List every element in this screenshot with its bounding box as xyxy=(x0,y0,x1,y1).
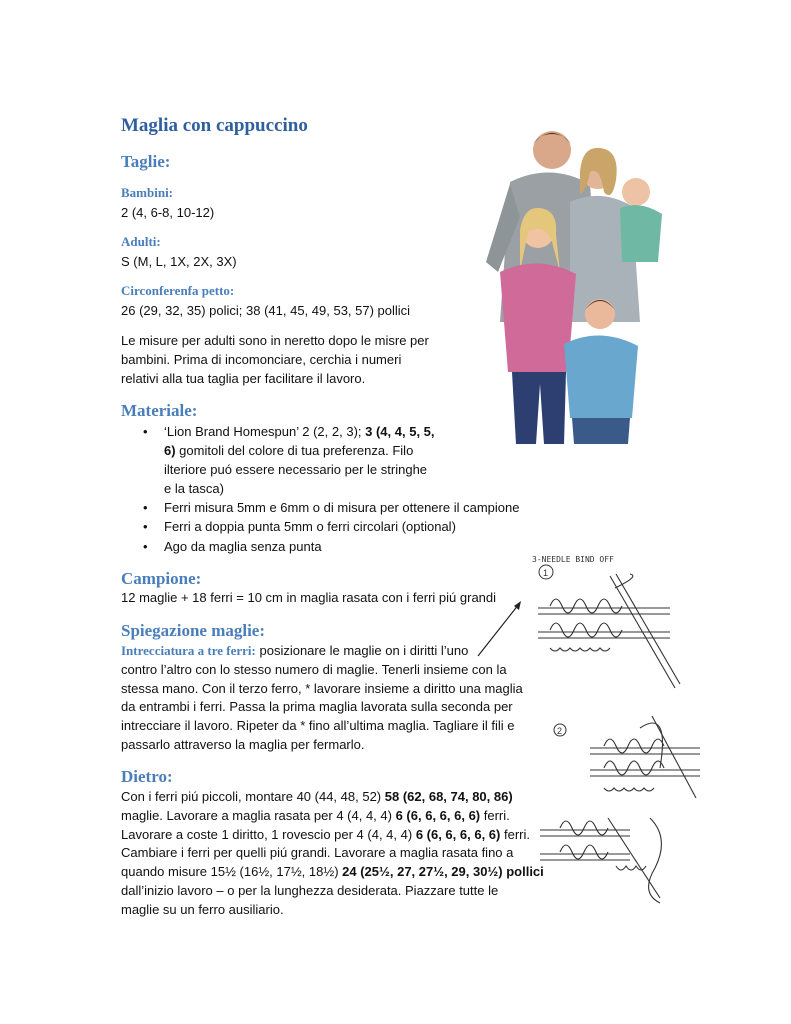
dietro-line: quando misure 15½ (16½, 17½, 18½) 24 (25½, 27, 27½, 29, 30½) pollici xyxy=(121,864,544,879)
label-adulti: Adulti: xyxy=(121,234,161,249)
dietro-line: Cambiare i ferri per quelli piú grandi. Lavorare a maglia rasata fino a xyxy=(121,845,514,860)
family-photo xyxy=(440,122,672,444)
spiegazione-line: intrecciare il lavoro. Ripeter da * fino all’ultima maglia. Tagliare il fili e xyxy=(121,718,515,733)
intrecciatura-label: Intrecciatura a tre ferri: xyxy=(121,643,256,658)
value-bambini: 2 (4, 6-8, 10-12) xyxy=(121,205,215,220)
materiale-item-1-cont: ilteriore puó essere necessario per le stringhe xyxy=(164,462,428,477)
size-note-line: bambini. Prima di incomonciare, cerchia i numeri xyxy=(121,352,402,367)
value-circonferenza: 26 (29, 32, 35) polici; 38 (41, 45, 49, 53, 57) pollici xyxy=(121,303,411,318)
size-note-line: Le misure per adulti sono in neretto dopo le misre per xyxy=(121,333,429,348)
spiegazione-line: stessa mano. Con il terzo ferro, * lavorare insieme a diritto una maglia xyxy=(121,681,523,696)
bullet-icon: • xyxy=(143,500,148,515)
campione-text: 12 maglie + 18 ferri = 10 cm in maglia rasata con i ferri piú grandi xyxy=(121,590,497,605)
pointer-arrow xyxy=(475,598,525,660)
dietro-line: Con i ferri piú piccoli, montare 40 (44, 48, 52) 58 (62, 68, 74, 80, 86) xyxy=(121,789,513,804)
materiale-item-3: Ferri a doppia punta 5mm o ferri circolari (optional) xyxy=(164,519,456,534)
bind-off-diagram xyxy=(520,548,720,908)
materiale-item-1-cont: e la tasca) xyxy=(164,481,224,496)
label-bambini: Bambini: xyxy=(121,185,174,200)
value-adulti: S (M, L, 1X, 2X, 3X) xyxy=(121,254,237,269)
spiegazione-line: Intrecciatura a tre ferri: posizionare le maglie on i diritti l’uno xyxy=(121,643,469,658)
bullet-icon: • xyxy=(143,424,148,439)
dietro-line: dall’inizio lavoro – o per la lunghezza desiderata. Piazzare tutte le xyxy=(121,883,499,898)
section-heading-materiale: Materiale: xyxy=(121,401,198,420)
dietro-line: maglie. Lavorare a maglia rasata per 4 (4, 4, 4) 6 (6, 6, 6, 6, 6) ferri. xyxy=(121,808,510,823)
materiale-item-1-cont: 6) gomitoli del colore di tua preferenza. Filo xyxy=(164,443,414,458)
dietro-line: maglie su un ferro ausiliario. xyxy=(121,902,284,917)
dietro-line: Lavorare a coste 1 diritto, 1 rovescio per 4 (4, 4, 4) 6 (6, 6, 6, 6, 6) ferri. xyxy=(121,827,530,842)
spiegazione-line: contro l’altro con lo stesso numero di maglie. Tenerli insieme con la xyxy=(121,662,507,677)
spiegazione-line: passarlo attraverso la maglia per fermarlo. xyxy=(121,737,365,752)
diagram-step-2: 2 xyxy=(557,726,563,736)
bullet-icon: • xyxy=(143,519,148,534)
section-heading-dietro: Dietro: xyxy=(121,767,173,786)
materiale-item-4: Ago da maglia senza punta xyxy=(164,539,322,554)
spiegazione-line: da entrambi i ferri. Passa la prima maglia lavorata sulla seconda per xyxy=(121,699,513,714)
materiale-item-2: Ferri misura 5mm e 6mm o di misura per ottenere il campione xyxy=(164,500,520,515)
bullet-icon: • xyxy=(143,539,148,554)
section-heading-taglie: Taglie: xyxy=(121,152,171,171)
document-title: Maglia con cappuccino xyxy=(121,115,308,136)
section-heading-spiegazione: Spiegazione maglie: xyxy=(121,621,266,640)
diagram-caption: 3-NEEDLE BIND OFF xyxy=(532,555,614,564)
label-circonferenza: Circonferenfa petto: xyxy=(121,283,235,298)
size-note-line: relativi alla tua taglia per facilitare il lavoro. xyxy=(121,371,366,386)
materiale-item-1: ‘Lion Brand Homespun’ 2 (2, 2, 3); 3 (4, 4, 5, 5, xyxy=(164,424,435,439)
section-heading-campione: Campione: xyxy=(121,569,202,588)
diagram-step-1: 1 xyxy=(543,568,549,578)
